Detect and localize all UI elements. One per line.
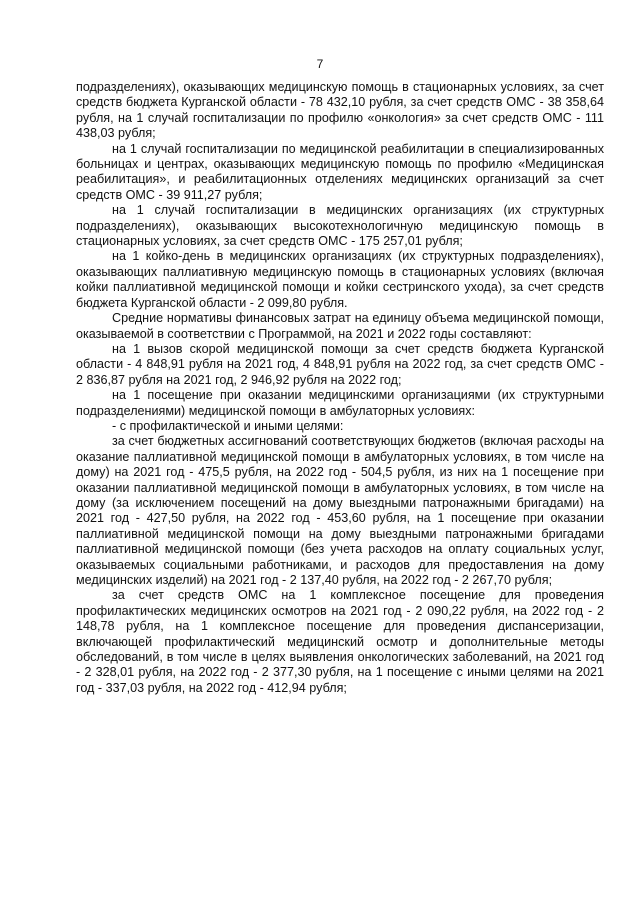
paragraph-ambulance-call: на 1 вызов скорой медицинской помощи за счет средств бюджета Курганской области - 4 848,91 рубля на 2021 год, 4 848,91 рубля на 2022 год, за счет средств ОМС - 2 836,87 рубля на 2021 год, 2 946,92 рубля на 2022 год; [76, 341, 604, 387]
paragraph-average-cost-standards-intro: Средние нормативы финансовых затрат на единицу объема медицинской помощи, оказываемой в соответствии с Программой, на 2021 и 2022 годы составляют: [76, 311, 604, 341]
document-body [76, 80, 604, 696]
paragraph-high-tech-hospitalization: на 1 случай госпитализации в медицинских организациях (их структурных подразделениях), оказывающих высокотехнологичную медицинскую помощь в стационарных условиях, за счет средств ОМС - 175 257,01 рубля; [76, 203, 604, 249]
paragraph-rehabilitation-hospitalization: на 1 случай госпитализации по медицинской реабилитации в специализированных больницах и центрах, оказывающих медицинскую помощь по профилю «Медицинская реабилитация», и реабилитационных отделениях медицинских организаций за счет средств ОМС - 39 911,27 рубля; [76, 141, 604, 202]
paragraph-palliative-bed-day: на 1 койко-день в медицинских организациях (их структурных подразделениях), оказывающих паллиативную медицинскую помощь в стационарных условиях (включая койки паллиативной медицинской помощи и койки сестринского ухода), за счет средств бюджета Курганской области - 2 099,80 рубля. [76, 249, 604, 310]
paragraph-inpatient-costs-continued: подразделениях), оказывающих медицинскую помощь в стационарных условиях, за счет средств бюджета Курганской области - 78 432,10 рубля, за счет средств ОМС - 38 358,64 рубля, на 1 случай госпитализации по профилю «онкология» за счет средств ОМС - 111 438,03 рубля; [76, 80, 604, 141]
page-number: 7 [316, 57, 324, 71]
paragraph-preventive-purposes: - с профилактической и иными целями: [112, 418, 344, 433]
paragraph-budget-allocations: за счет бюджетных ассигнований соответствующих бюджетов (включая расходы на оказание паллиативной медицинской помощи в амбулаторных условиях, в том числе на дому) на 2021 год - 475,5 рубля, на 2022 год - 504,5 рубля, из них на 1 посещение при оказании паллиативной медицинской помощи в амбулаторных условиях, в том числе на дому (за исключением посещений на дому выездными патронажными бригадами) на 2021 год - 427,50 рубля, на 2022 год - 453,60 рубля, на 1 посещение при оказании паллиативной медицинской помощи на дому выездными патронажными бригадами паллиативной медицинской помощи (без учета расходов на оплату социальных услуг, оказываемых социальными работниками, и расходов для предоставления на дому медицинских изделий) на 2021 год - 2 137,40 рубля, на 2022 год - 2 267,70 рубля; [76, 434, 604, 587]
paragraph-outpatient-visit: на 1 посещение при оказании медицинскими организациями (их структурными подразделениями) медицинской помощи в амбулаторных условиях: [76, 388, 604, 418]
paragraph-oms-complex-visits: за счет средств ОМС на 1 комплексное посещение для проведения профилактических медицинских осмотров на 2021 год - 2 090,22 рубля, на 2022 год - 2 148,78 рубля, на 1 комплексное посещение для проведения диспансеризации, включающей профилактический медицинский осмотр и дополнительные методы обследований, в том числе в целях выявления онкологических заболеваний, на 2021 год - 2 328,01 рубля, на 2022 год - 2 377,30 рубля, на 1 посещение с иными целями на 2021 год - 337,03 рубля, на 2022 год - 412,94 рубля; [76, 588, 604, 695]
